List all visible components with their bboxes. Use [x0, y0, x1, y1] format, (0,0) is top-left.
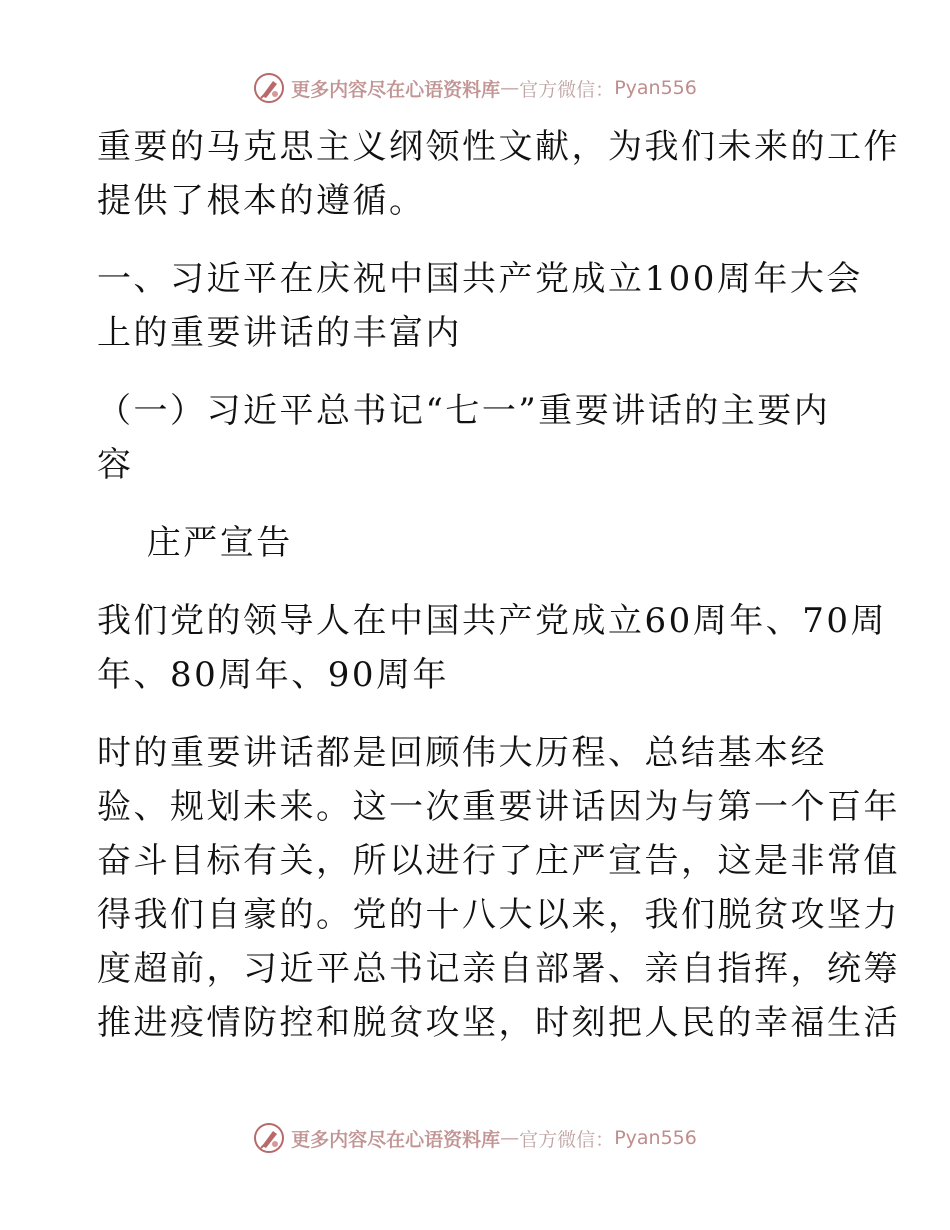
watermark-sub-text: 官方微信：: [519, 78, 615, 101]
section-heading-2: [97, 384, 857, 492]
text-line: 得我们自豪的。党的十八大以来，我们脱贫攻坚力: [97, 895, 900, 935]
section-heading-3: [97, 516, 857, 570]
watermark-separator: —: [500, 1127, 520, 1149]
text-line: 庄严宣告: [97, 523, 293, 563]
watermark-wechat-id: Pyan556: [614, 77, 697, 99]
paragraph-2: [97, 594, 888, 702]
text-line: 奋斗目标有关，所以进行了庄严宣告，这是非常值: [97, 841, 900, 881]
header-watermark: [0, 72, 950, 104]
text-line: 容: [97, 445, 134, 485]
text-line: 推进疫情防控和脱贫攻坚，时刻把人民的幸福生活: [97, 1003, 900, 1043]
text-line: 一、习近平在庆祝中国共产党成立100周年大会: [97, 259, 863, 299]
text-line: 重要的马克思主义纲领性文献，为我们未来的工作: [97, 127, 900, 167]
text-line: 提供了根本的遵循。: [97, 181, 426, 221]
text-line: 度超前，习近平总书记亲自部署、亲自指挥，统筹: [97, 949, 900, 989]
text-line: 上的重要讲话的丰富内: [97, 313, 462, 353]
section-heading-1: [97, 252, 863, 360]
watermark-sub-text: 官方微信：: [519, 1128, 615, 1151]
text-line: 我们党的领导人在中国共产党成立60周年、70周: [97, 601, 888, 641]
quill-pen-icon: [253, 72, 285, 104]
watermark-wechat-id: Pyan556: [614, 1127, 697, 1149]
footer-watermark: [0, 1122, 950, 1154]
text-line: （一）习近平总书记“七一”重要讲话的主要内: [97, 391, 831, 431]
paragraph-3: [97, 726, 900, 1050]
paragraph-1: [97, 120, 900, 228]
watermark-separator: —: [500, 77, 520, 99]
quill-pen-icon: [253, 1122, 285, 1154]
text-line: 时的重要讲话都是回顾伟大历程、总结基本经: [97, 733, 827, 773]
text-line: 年、80周年、90周年: [97, 655, 450, 695]
watermark-main-text: 更多内容尽在心语资料库: [291, 1128, 501, 1151]
text-line: 验、规划未来。这一次重要讲话因为与第一个百年: [97, 787, 900, 827]
watermark-main-text: 更多内容尽在心语资料库: [291, 78, 501, 101]
document-body: [97, 120, 900, 1050]
